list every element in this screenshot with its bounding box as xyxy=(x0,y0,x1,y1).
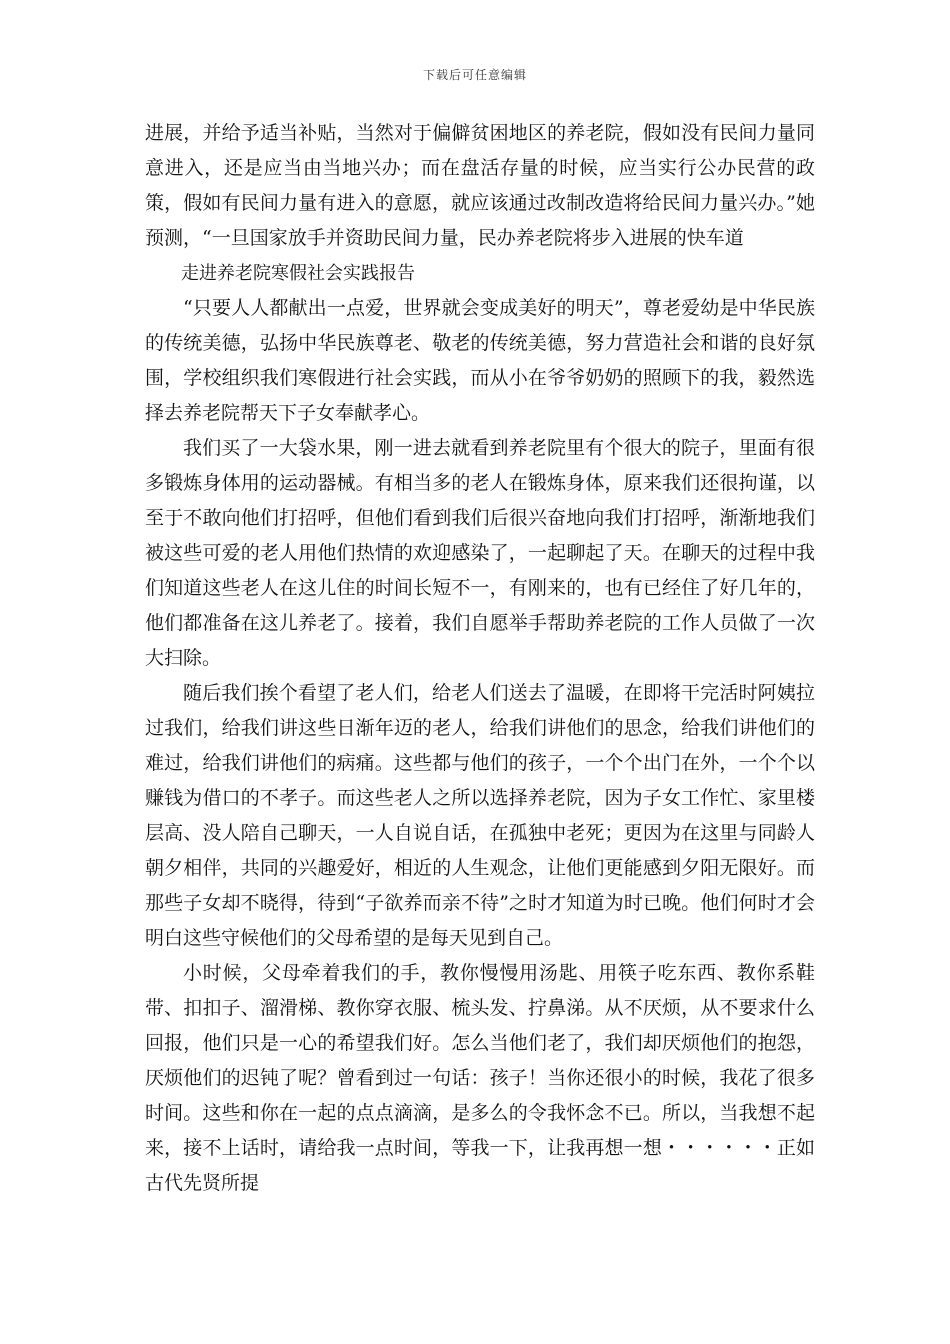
report-title: 走进养老院寒假社会实践报告 xyxy=(181,263,415,284)
paragraph-intro: “只要人人都献出一点爱，世界就会变成美好的明天”，尊老爱幼是中华民族的传统美德，弘扬中华民族尊老、敬老的传统美德，努力营造社会和谐的良好氛围，学校组织我们寒假进行社会实践，而从小在爷爷奶奶的照顾下的我，毅然选择去养老院帮天下子女奉献孝心。 xyxy=(145,297,815,424)
document-body xyxy=(145,116,815,1201)
paragraph-childhood: 小时候，父母牵着我们的手，教你慢慢用汤匙、用筷子吃东西、教你系鞋带、扣扣子、溜滑梯、教你穿衣服、梳头发、拧鼻涕。从不厌烦，从不要求什么回报，他们只是一心的希望我们好。怎么当他们老了，我们却厌烦他们的抱怨，厌烦他们的迟钝了呢？曾看到过一句话：孩子！当你还很小的时候，我花了很多时间。这些和你在一起的点点滴滴，是多么的令我怀念不已。所以，当我想不起来，接不上话时，请给我一点时间，等我一下，让我再想一想・・・・・・正如古代先贤所提 xyxy=(145,962,815,1194)
paragraph-continuation: 进展，并给予适当补贴，当然对于偏僻贫困地区的养老院，假如没有民间力量同意进入，还是应当由当地兴办；而在盘活存量的时候，应当实行公办民营的政策，假如有民间力量有进入的意愿，就应该通过改制改造将给民间力量兴办。”她预测，“一旦国家放手并资助民间力量，民办养老院将步入进展的快车道 xyxy=(145,122,815,249)
paragraph-elders: 随后我们挨个看望了老人们，给老人们送去了温暖，在即将干完活时阿姨拉过我们，给我们讲这些日渐年迈的老人，给我们讲他们的思念，给我们讲他们的难过，给我们讲他们的病痛。这些都与他们的孩子，一个个出门在外，一个个以赚钱为借口的不孝子。而这些老人之所以选择养老院，因为子女工作忙、家里楼层高、没人陪自己聊天，一人自说自话，在孤独中老死；更因为在这里与同龄人朝夕相伴，共同的兴趣爱好，相近的人生观念，让他们更能感到夕阳无限好。而那些子女却不晓得，待到“子欲养而亲不待”之时才知道为时已晚。他们何时才会明白这些守候他们的父母希望的是每天见到自己。 xyxy=(145,682,815,949)
page-header: 下载后可任意编辑 xyxy=(422,68,527,82)
paragraph-visit: 我们买了一大袋水果，刚一进去就看到养老院里有个很大的院子，里面有很多锻炼身体用的运动器械。有相当多的老人在锻炼身体，原来我们还很拘谨，以至于不敢向他们打招呼，但他们看到我们后很兴奋地向我们打招呼，渐渐地我们被这些可爱的老人用他们热情的欢迎感染了，一起聊起了天。在聊天的过程中我们知道这些老人在这儿住的时间长短不一，有刚来的，也有已经住了好几年的，他们都准备在这儿养老了。接着，我们自愿举手帮助养老院的工作人员做了一次大扫除。 xyxy=(145,437,815,669)
